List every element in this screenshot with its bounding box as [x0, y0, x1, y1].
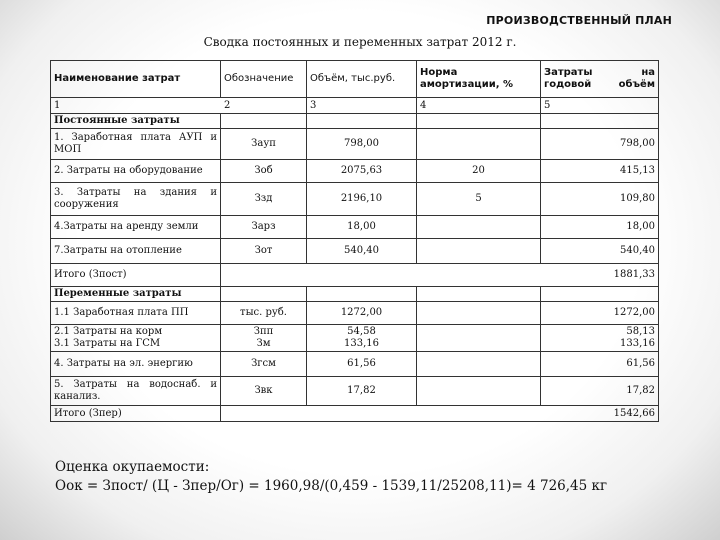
row-name: 1. Заработная плата АУП и МОП [51, 129, 221, 160]
col-number-4: 4 [417, 98, 541, 114]
row-name-a: 2.1 Затраты на корм [54, 326, 163, 337]
row-name: 4.Затраты на аренду земли [51, 216, 221, 239]
row-code: Звк [221, 377, 307, 406]
section-variable-row [51, 287, 659, 302]
row-code: Ззд [221, 183, 307, 216]
row-annual [541, 325, 659, 352]
row-annual: 1272,00 [541, 302, 659, 325]
header-annual: Затраты на годовой объём [541, 61, 659, 98]
total-fixed-value: 1881,33 [221, 264, 659, 287]
row-volume: 540,40 [307, 239, 417, 264]
row-code: Згсм [221, 352, 307, 377]
payback-formula: Оок = Зпост/ (Ц - Зпер/Ог) = 1960,98/(0,459 - 1539,11/25208,11)= 4 726,45 кг [55, 478, 608, 494]
row-code: Зарз [221, 216, 307, 239]
row-code-a: Зпп [253, 326, 274, 337]
total-variable-row [51, 406, 659, 422]
row-name: 7.Затраты на отопление [51, 239, 221, 264]
row-code: Зот [221, 239, 307, 264]
row-volume [307, 325, 417, 352]
row-volume: 798,00 [307, 129, 417, 160]
row-code: тыс. руб. [221, 302, 307, 325]
page-heading: ПРОИЗВОДСТВЕННЫЙ ПЛАН [486, 14, 672, 27]
row-volume-a: 54,58 [347, 326, 376, 337]
table-header-row [51, 61, 659, 98]
row-norm [417, 129, 541, 160]
column-numbers-row [51, 98, 659, 114]
header-norm: Норма амортизации, % [417, 61, 541, 98]
table-title: Сводка постоянных и переменных затрат 2012 г. [203, 35, 517, 49]
table-row [51, 302, 659, 325]
row-annual: 798,00 [541, 129, 659, 160]
row-annual-a: 58,13 [626, 326, 655, 337]
row-code: Зоб [221, 160, 307, 183]
row-norm [417, 377, 541, 406]
table-row [51, 239, 659, 264]
total-variable-label: Итого (Зпер) [51, 406, 221, 422]
row-annual: 109,80 [541, 183, 659, 216]
row-name [51, 325, 221, 352]
row-norm [417, 352, 541, 377]
row-volume: 18,00 [307, 216, 417, 239]
costs-table [50, 60, 659, 422]
row-volume: 1272,00 [307, 302, 417, 325]
row-annual: 415,13 [541, 160, 659, 183]
row-name-b: 3.1 Затраты на ГСМ [54, 338, 161, 349]
col-number-2: 2 [221, 98, 307, 114]
row-name: 1.1 Заработная плата ПП [51, 302, 221, 325]
section-fixed-label: Постоянные затраты [51, 114, 221, 129]
table-row [51, 377, 659, 406]
row-norm [417, 325, 541, 352]
payback-notes [55, 458, 607, 496]
row-norm: 5 [417, 183, 541, 216]
table-row [51, 352, 659, 377]
table-row [51, 183, 659, 216]
header-name: Наименование затрат [51, 61, 221, 98]
table-row [51, 216, 659, 239]
payback-title: Оценка окупаемости: [55, 459, 210, 475]
row-code [221, 325, 307, 352]
section-fixed-row [51, 114, 659, 129]
row-norm [417, 302, 541, 325]
row-annual: 540,40 [541, 239, 659, 264]
table-row [51, 160, 659, 183]
header-volume: Объём, тыс.руб. [307, 61, 417, 98]
table-row [51, 129, 659, 160]
row-name: 2. Затраты на оборудование [51, 160, 221, 183]
row-norm [417, 239, 541, 264]
row-name: 4. Затраты на эл. энергию [51, 352, 221, 377]
col-number-3: 3 [307, 98, 417, 114]
row-name: 5. Затраты на водоснаб. и канализ. [51, 377, 221, 406]
row-volume: 17,82 [307, 377, 417, 406]
row-volume: 61,56 [307, 352, 417, 377]
row-volume-b: 133,16 [344, 338, 379, 349]
row-volume: 2196,10 [307, 183, 417, 216]
row-norm: 20 [417, 160, 541, 183]
row-annual: 18,00 [541, 216, 659, 239]
row-norm [417, 216, 541, 239]
col-number-1: 1 [51, 98, 221, 114]
row-volume: 2075,63 [307, 160, 417, 183]
row-code-b: Зм [256, 338, 271, 349]
total-fixed-row [51, 264, 659, 287]
table-row [51, 325, 659, 352]
section-variable-label: Переменные затраты [51, 287, 221, 302]
total-variable-value: 1542,66 [221, 406, 659, 422]
row-name: 3. Затраты на здания и сооружения [51, 183, 221, 216]
col-number-5: 5 [541, 98, 659, 114]
row-annual: 61,56 [541, 352, 659, 377]
row-code: Зауп [221, 129, 307, 160]
total-fixed-label: Итого (Зпост) [51, 264, 221, 287]
row-annual: 17,82 [541, 377, 659, 406]
header-code: Обозначение [221, 61, 307, 98]
row-annual-b: 133,16 [620, 338, 655, 349]
